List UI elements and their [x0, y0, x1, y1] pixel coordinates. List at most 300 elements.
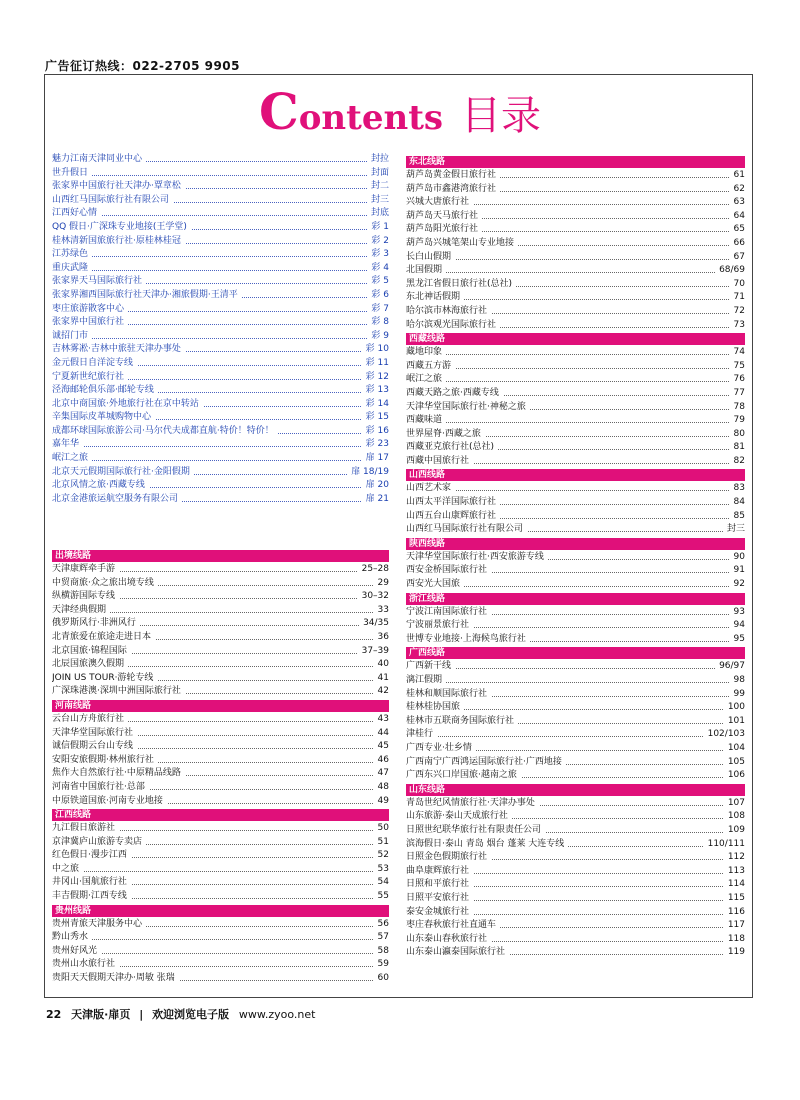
toc-entry[interactable] — [52, 713, 389, 727]
toc-entry[interactable] — [406, 428, 745, 442]
dot-leader — [406, 490, 745, 491]
entry-title: 长白山假期 — [406, 252, 455, 262]
entry-page: 彩 10 — [362, 343, 389, 357]
toc-entry[interactable] — [52, 411, 389, 425]
toc-entry[interactable] — [406, 878, 745, 892]
entry-title: 山西红马国际旅行社有限公司 — [406, 524, 527, 534]
toc-entry[interactable] — [406, 619, 745, 633]
toc-entry[interactable] — [406, 715, 745, 729]
entry-title: 张家界中国旅行社天津办·覃章松 — [52, 181, 185, 191]
footer-separator: | — [139, 1008, 144, 1021]
toc-entry[interactable] — [406, 756, 745, 770]
entry-page: 50 — [374, 822, 389, 836]
toc-entry[interactable] — [406, 455, 745, 469]
entry-page: 47 — [374, 767, 389, 781]
entry-title: 北国假期 — [406, 265, 446, 275]
toc-entry[interactable] — [52, 289, 389, 303]
toc-entry[interactable] — [406, 906, 745, 920]
entry-title: 枣庄旅游散客中心 — [52, 304, 128, 314]
toc-entry[interactable] — [52, 645, 389, 659]
entry-page: 66 — [730, 237, 745, 251]
entry-page: 95 — [730, 633, 745, 647]
entry-title: 桂林市五联商务国际旅行社 — [406, 716, 518, 726]
toc-entry[interactable] — [406, 360, 745, 374]
toc-entry[interactable] — [52, 863, 389, 877]
entry-title: 西安金桥国际旅行社 — [406, 565, 491, 575]
toc-entry[interactable] — [406, 701, 745, 715]
entry-page: 37–39 — [358, 645, 389, 659]
entry-title: 日照世纪联华旅行社有限责任公司 — [406, 825, 545, 835]
entry-page: 54 — [374, 876, 389, 890]
toc-entry[interactable] — [52, 438, 389, 452]
entry-title: 日照和平旅行社 — [406, 879, 473, 889]
entry-title: 北京天元假期国际旅行社·金阳假期 — [52, 467, 194, 477]
entry-title: 桂林桂协国旅 — [406, 702, 464, 712]
toc-entry[interactable] — [406, 606, 745, 620]
dot-leader — [406, 736, 745, 737]
toc-entry[interactable] — [52, 972, 389, 986]
entry-page: 扉 20 — [362, 479, 389, 493]
toc-entry[interactable] — [52, 248, 389, 262]
entry-title: 岷江之旅 — [52, 453, 92, 463]
entry-title: 贵州青旅天津服务中心 — [52, 919, 146, 929]
section-header: 贵州线路 — [52, 905, 389, 917]
entry-title: 北京中商国旅·外地旅行社在京中转站 — [52, 399, 203, 409]
entry-title: 安阳安旅假期·林州旅行社 — [52, 755, 158, 765]
toc-entry[interactable] — [52, 316, 389, 330]
entry-page: 117 — [724, 919, 745, 933]
toc-entry[interactable] — [52, 153, 389, 167]
entry-title: 东北神话假期 — [406, 292, 464, 302]
entry-title: 枣庄春秋旅行社直通车 — [406, 920, 500, 930]
toc-entry[interactable] — [52, 890, 389, 904]
entry-page: 41 — [374, 672, 389, 686]
dot-leader — [406, 422, 745, 423]
entry-title: 红色假日·漫步江西 — [52, 850, 131, 860]
toc-entry[interactable] — [52, 836, 389, 850]
toc-entry[interactable] — [406, 933, 745, 947]
entry-page: 彩 8 — [367, 316, 389, 330]
entry-title: 张家界中国旅行社 — [52, 317, 128, 327]
ad-hotline: 广告征订热线：022-2705 9905 — [45, 59, 241, 73]
toc-entry[interactable] — [406, 946, 745, 960]
entry-title: 张家界湘西国际旅行社天津办·湘旅假期·王清平 — [52, 290, 242, 300]
entry-page: 彩 13 — [362, 384, 389, 398]
entry-page: 61 — [730, 169, 745, 183]
toc-entry[interactable] — [52, 945, 389, 959]
entry-title: 天津经典假期 — [52, 605, 110, 615]
toc-entry[interactable] — [406, 196, 745, 210]
entry-page: 109 — [724, 824, 745, 838]
toc-entry[interactable] — [52, 563, 389, 577]
toc-entry[interactable] — [406, 660, 745, 674]
toc-entry[interactable] — [52, 590, 389, 604]
toc-entry[interactable] — [406, 482, 745, 496]
entry-title: 广西新干线 — [406, 661, 455, 671]
toc-entry[interactable] — [52, 617, 389, 631]
toc-entry[interactable] — [406, 264, 745, 278]
entry-page: 43 — [374, 713, 389, 727]
toc-entry[interactable] — [52, 727, 389, 741]
entry-page: 55 — [374, 890, 389, 904]
toc-entry[interactable] — [406, 237, 745, 251]
toc-entry[interactable] — [52, 822, 389, 836]
entry-page: 110/111 — [704, 838, 745, 852]
entry-page: 48 — [374, 781, 389, 795]
toc-entry[interactable] — [406, 742, 745, 756]
entry-page: 113 — [724, 865, 745, 879]
entry-title: 天津华堂国际旅行社·西安旅游专线 — [406, 552, 548, 562]
toc-entry[interactable] — [406, 251, 745, 265]
toc-entry[interactable] — [52, 931, 389, 945]
entry-title: 泾海邮轮俱乐部·邮轮专线 — [52, 385, 158, 395]
entry-page: 59 — [374, 958, 389, 972]
toc-entry[interactable] — [52, 398, 389, 412]
entry-title: 诚信假期云台山专线 — [52, 741, 137, 751]
entry-page: 63 — [730, 196, 745, 210]
dot-leader — [52, 270, 389, 271]
toc-entry[interactable] — [406, 169, 745, 183]
dot-leader — [52, 460, 389, 461]
entry-page: 80 — [730, 428, 745, 442]
entry-page: 封面 — [367, 167, 389, 181]
entry-title: 山西艺术家 — [406, 483, 455, 493]
entry-page: 彩 5 — [367, 275, 389, 289]
entry-page: 101 — [724, 715, 745, 729]
entry-title: 金元假日自洋淀专线 — [52, 358, 137, 368]
toc-entry[interactable] — [52, 685, 389, 699]
entry-page: 彩 2 — [367, 235, 389, 249]
toc-entry[interactable] — [52, 357, 389, 371]
entry-page: 99 — [730, 688, 745, 702]
toc-entry[interactable] — [52, 330, 389, 344]
title-chinese: 目录 — [461, 93, 542, 139]
toc-entry[interactable] — [52, 493, 389, 507]
entry-page: 彩 15 — [362, 411, 389, 425]
entry-page: 85 — [730, 510, 745, 524]
toc-entry[interactable] — [52, 452, 389, 466]
entry-page: 96/97 — [715, 660, 745, 674]
toc-entry[interactable] — [52, 918, 389, 932]
entry-page: 65 — [730, 223, 745, 237]
entry-title: 嘉年华 — [52, 439, 83, 449]
toc-entry[interactable] — [406, 373, 745, 387]
entry-title: 丰吉假期·江西专线 — [52, 891, 131, 901]
entry-page: 彩 9 — [367, 330, 389, 344]
entry-title: 北辰国旅澳久假期 — [52, 659, 128, 669]
entry-page: 114 — [724, 878, 745, 892]
entry-page: 彩 23 — [362, 438, 389, 452]
entry-page: 封三 — [723, 523, 745, 537]
toc-entry[interactable] — [52, 262, 389, 276]
entry-title: 北京风情之旅·西藏专线 — [52, 480, 149, 490]
toc-entry[interactable] — [406, 291, 745, 305]
entry-page: 彩 12 — [362, 371, 389, 385]
entry-page: 115 — [724, 892, 745, 906]
entry-title: 北京国旅·锦程国际 — [52, 646, 131, 656]
toc-entry[interactable] — [52, 180, 389, 194]
toc-entry[interactable] — [52, 577, 389, 591]
entry-page: 64 — [730, 210, 745, 224]
section-header: 出境线路 — [52, 550, 389, 562]
entry-title: 葫芦岛市鑫港湾旅行社 — [406, 184, 500, 194]
dot-leader — [52, 871, 389, 872]
entry-page: 76 — [730, 373, 745, 387]
entry-title: 西安光大国旅 — [406, 579, 464, 589]
entry-page: 90 — [730, 551, 745, 565]
entry-title: 黑龙江省假日旅行社(总社) — [406, 279, 516, 289]
entry-page: 51 — [374, 836, 389, 850]
entry-title: 西藏五方游 — [406, 361, 455, 371]
entry-title: 纵横游国际专线 — [52, 591, 119, 601]
entry-title: 世升假日 — [52, 168, 92, 178]
dot-leader — [52, 953, 389, 954]
toc-entry[interactable] — [52, 672, 389, 686]
entry-page: 扉 17 — [362, 452, 389, 466]
toc-entry[interactable] — [406, 824, 745, 838]
entry-title: 京津冀庐山旅游专卖店 — [52, 837, 146, 847]
dot-leader — [406, 381, 745, 382]
entry-page: 100 — [724, 701, 745, 715]
toc-entry[interactable] — [406, 551, 745, 565]
entry-page: 46 — [374, 754, 389, 768]
entry-title: 魅力江南天津同业中心 — [52, 154, 146, 164]
entry-page: 29 — [374, 577, 389, 591]
entry-page: 67 — [730, 251, 745, 265]
entry-title: 葫芦岛兴城笔架山专业地接 — [406, 238, 518, 248]
title-initial: C — [258, 82, 299, 141]
entry-page: 116 — [724, 906, 745, 920]
toc-entry[interactable] — [406, 305, 745, 319]
entry-title: 广西南宁广西鸿运国际旅行社·广西地接 — [406, 757, 566, 767]
entry-title: 日照平安旅行社 — [406, 893, 473, 903]
toc-entry[interactable] — [406, 523, 745, 537]
toc-entry[interactable] — [52, 781, 389, 795]
entry-page: 91 — [730, 564, 745, 578]
entry-title: 滨海假日·泰山 青岛 烟台 蓬莱 大连专线 — [406, 839, 568, 849]
entry-title: 西藏亚克旅行社(总社) — [406, 442, 498, 452]
entry-title: 漓江假期 — [406, 675, 446, 685]
entry-page: 118 — [724, 933, 745, 947]
toc-entry[interactable] — [406, 319, 745, 333]
toc-entry[interactable] — [406, 496, 745, 510]
entry-title: 江苏绿色 — [52, 249, 92, 259]
toc-entry[interactable] — [406, 210, 745, 224]
entry-title: 贵阳天天假期天津办·周敏 张瑞 — [52, 973, 179, 983]
toc-entry[interactable] — [406, 278, 745, 292]
toc-entry[interactable] — [406, 919, 745, 933]
toc-entry[interactable] — [52, 235, 389, 249]
toc-entry[interactable] — [406, 578, 745, 592]
entry-title: 江西好心情 — [52, 208, 101, 218]
toc-entry[interactable] — [52, 631, 389, 645]
entry-page: 33 — [374, 604, 389, 618]
toc-entry[interactable] — [406, 387, 745, 401]
entry-title: 日照金色假期旅行社 — [406, 852, 491, 862]
dot-leader — [406, 368, 745, 369]
entry-page: 81 — [730, 441, 745, 455]
section-header: 陕西线路 — [406, 538, 745, 550]
toc-entry[interactable] — [52, 371, 389, 385]
entry-title: 山东泰山春秋旅行社 — [406, 934, 491, 944]
section-header: 山西线路 — [406, 469, 745, 481]
toc-entry[interactable] — [406, 797, 745, 811]
entry-title: 哈尔滨市林海旅行社 — [406, 306, 491, 316]
section-header: 西藏线路 — [406, 333, 745, 345]
toc-entry[interactable] — [52, 876, 389, 890]
toc-entry[interactable] — [406, 346, 745, 360]
entry-title: 吉林雾凇·吉林中旅驻天津办事处 — [52, 344, 185, 354]
entry-page: 彩 14 — [362, 398, 389, 412]
toc-entry[interactable] — [52, 194, 389, 208]
entry-title: 山西太平洋国际旅行社 — [406, 497, 500, 507]
entry-page: 彩 7 — [367, 303, 389, 317]
entry-page: 102/103 — [704, 728, 745, 742]
dot-leader — [406, 668, 745, 669]
entry-title: 曲阜康辉旅行社 — [406, 866, 473, 876]
toc-entry[interactable] — [52, 207, 389, 221]
entry-page: 83 — [730, 482, 745, 496]
entry-title: 哈尔滨观光国际旅行社 — [406, 320, 500, 330]
toc-entry[interactable] — [52, 221, 389, 235]
entry-title: 重庆武隆 — [52, 263, 92, 273]
dot-leader — [52, 215, 389, 216]
section-header: 浙江线路 — [406, 593, 745, 605]
entry-title: 云台山方舟旅行社 — [52, 714, 128, 724]
entry-title: 中之旅 — [52, 864, 83, 874]
entry-title: 中贸商旅·众之旅出境专线 — [52, 578, 158, 588]
entry-page: 71 — [730, 291, 745, 305]
entry-page: 70 — [730, 278, 745, 292]
entry-page: 58 — [374, 945, 389, 959]
site-url[interactable]: www.zyoo.net — [238, 1008, 316, 1021]
toc-entry[interactable] — [52, 795, 389, 809]
entry-title: 山东旅游·泰山天成旅行社 — [406, 811, 512, 821]
entry-page: 92 — [730, 578, 745, 592]
toc-entry[interactable] — [406, 892, 745, 906]
entry-page: 彩 3 — [367, 248, 389, 262]
entry-page: 扉 21 — [362, 493, 389, 507]
entry-title: 西藏味道 — [406, 415, 446, 425]
entry-page: 106 — [724, 769, 745, 783]
entry-page: 72 — [730, 305, 745, 319]
entry-page: 彩 4 — [367, 262, 389, 276]
entry-page: 彩 11 — [362, 357, 389, 371]
entry-page: 彩 1 — [367, 221, 389, 235]
entry-page: 105 — [724, 756, 745, 770]
toc-entry[interactable] — [406, 414, 745, 428]
dot-leader — [406, 354, 745, 355]
entry-page: 49 — [374, 795, 389, 809]
toc-entry[interactable] — [52, 740, 389, 754]
toc-entry[interactable] — [52, 658, 389, 672]
entry-title: 岷江之旅 — [406, 374, 446, 384]
entry-page: 彩 6 — [367, 289, 389, 303]
section-header: 河南线路 — [52, 700, 389, 712]
toc-entry[interactable] — [52, 343, 389, 357]
toc-entry[interactable] — [52, 958, 389, 972]
entry-page: 79 — [730, 414, 745, 428]
toc-entry[interactable] — [52, 754, 389, 768]
entry-title: 津桂行 — [406, 729, 437, 739]
entry-title: 广西专业·壮乡情 — [406, 743, 476, 753]
entry-page: 119 — [724, 946, 745, 960]
section-header: 山东线路 — [406, 784, 745, 796]
toc-entry[interactable] — [52, 767, 389, 781]
entry-page: 62 — [730, 183, 745, 197]
entry-title: 广深珠港澳·深圳中洲国际旅行社 — [52, 686, 185, 696]
entry-title: 河南省中国旅行社·总部 — [52, 782, 149, 792]
toc-entry[interactable] — [406, 564, 745, 578]
entry-title: 诚招门市 — [52, 331, 92, 341]
toc-entry[interactable] — [52, 466, 389, 480]
entry-page: 34/35 — [359, 617, 389, 631]
entry-page: 108 — [724, 810, 745, 824]
toc-entry[interactable] — [52, 604, 389, 618]
toc-entry[interactable] — [52, 425, 389, 439]
entry-title: 井冈山·国航旅行社 — [52, 877, 131, 887]
title-english: ontents — [298, 98, 444, 138]
toc-entry[interactable] — [406, 810, 745, 824]
entry-page: 25–28 — [358, 563, 389, 577]
entry-title: 宁夏新世纪旅行社 — [52, 372, 128, 382]
toc-entry[interactable] — [406, 223, 745, 237]
dot-leader — [406, 272, 745, 273]
toc-entry[interactable] — [52, 303, 389, 317]
entry-page: 封二 — [367, 180, 389, 194]
toc-entry[interactable] — [406, 769, 745, 783]
entry-title: 青岛世纪风情旅行社·天津办事处 — [406, 798, 539, 808]
toc-entry[interactable] — [52, 479, 389, 493]
toc-entry[interactable] — [406, 183, 745, 197]
entry-title: 葫芦岛黄金假日旅行社 — [406, 170, 500, 180]
entry-title: 西藏中国旅行社 — [406, 456, 473, 466]
toc-entry[interactable] — [52, 384, 389, 398]
page-footer — [46, 1006, 315, 1022]
entry-page: 53 — [374, 863, 389, 877]
page-title — [0, 82, 800, 141]
entry-page: 93 — [730, 606, 745, 620]
edition-label: 天津版·扉页 — [71, 1008, 131, 1021]
entry-title: 葫芦岛阳光旅行社 — [406, 224, 482, 234]
toc-entry[interactable] — [406, 838, 745, 852]
entry-title: 北青旅爱在旅途走进日本 — [52, 632, 155, 642]
section-header: 江西线路 — [52, 809, 389, 821]
toc-entry[interactable] — [406, 728, 745, 742]
toc-entry[interactable] — [52, 275, 389, 289]
entry-title: 天津康辉牵手游 — [52, 564, 119, 574]
entry-page: 40 — [374, 658, 389, 672]
toc-entry[interactable] — [52, 849, 389, 863]
toc-entry[interactable] — [406, 401, 745, 415]
toc-entry[interactable] — [406, 851, 745, 865]
entry-page: 73 — [730, 319, 745, 333]
entry-page: 30–32 — [358, 590, 389, 604]
entry-page: 44 — [374, 727, 389, 741]
entry-page: 扉 18/19 — [347, 466, 389, 480]
toc-entry[interactable] — [406, 865, 745, 879]
toc-entry[interactable] — [406, 688, 745, 702]
toc-entry[interactable] — [406, 441, 745, 455]
entry-page: 94 — [730, 619, 745, 633]
toc-entry[interactable] — [52, 167, 389, 181]
entry-page: 74 — [730, 346, 745, 360]
toc-entry[interactable] — [406, 510, 745, 524]
toc-entry[interactable] — [406, 674, 745, 688]
left-route-sections — [52, 549, 389, 986]
page-number: 22 — [46, 1008, 62, 1021]
toc-entry[interactable] — [406, 633, 745, 647]
